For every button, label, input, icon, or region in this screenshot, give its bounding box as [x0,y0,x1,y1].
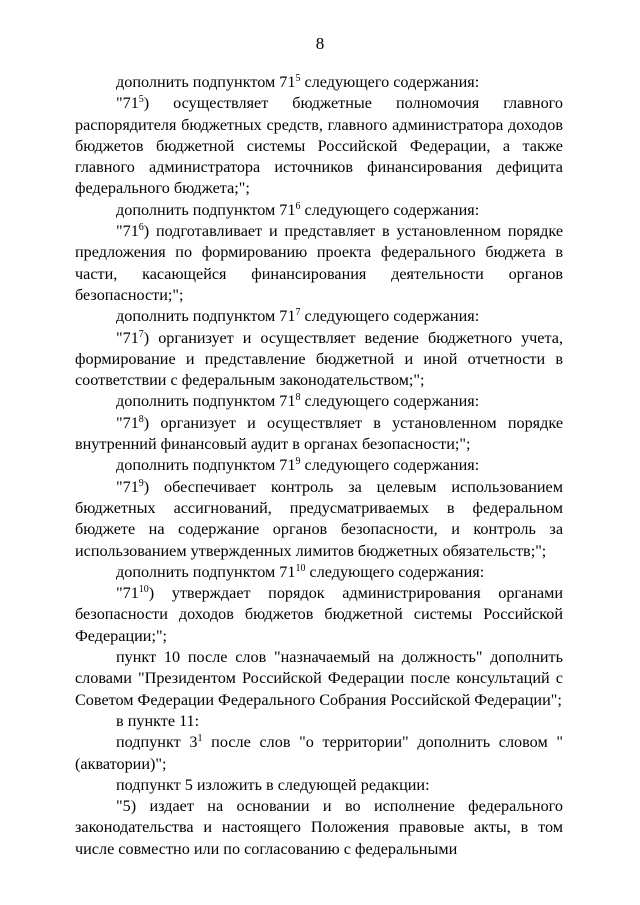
text: дополнить подпунктом 71 [116,456,296,475]
text: дополнить подпунктом 71 [116,307,296,326]
text: дополнить подпунктом 71 [116,200,296,219]
text: после слов "о территории" дополнить словом "(акватории)"; [75,733,563,773]
paragraph [75,455,563,476]
paragraph [75,647,563,711]
text: "71 [116,413,139,432]
text: следующего содержания: [300,392,480,411]
text: следующего содержания: [300,307,480,326]
superscript: 10 [295,562,306,574]
paragraph [75,796,563,860]
superscript: 1 [197,733,203,745]
text: ) осуществляет бюджетные полномочия главного распорядителя бюджетных средств, главного администратора доходов бюджетов бюджетной системы Российской Федерации, а также главного администратора источников финансирования дефицита федерального бюджета;"; [75,94,563,198]
paragraph [75,200,563,221]
paragraph [75,413,563,456]
text: ) утверждает порядок администрирования органами безопасности доходов бюджетов бюджетной системы Российской Федерации;"; [75,584,563,645]
text: ) обеспечивает контроль за целевым использованием бюджетных ассигнований, предусматриваемых в федеральном бюджете на содержание органов безопасности, и контроль за использованием утвержденных лимитов бюджетных обязательств;"; [75,477,563,560]
paragraph [75,328,563,392]
superscript: 8 [138,413,144,425]
text: подпункт 5 изложить в следующей редакции: [116,775,430,794]
superscript: 5 [138,94,144,106]
superscript: 10 [138,584,149,596]
paragraph [75,732,563,775]
text: ) организует и осуществляет ведение бюджетного учета, формирование и представление бюджетной и иной отчетности в соответствии с федеральным законодательством;"; [75,328,563,390]
text: ) подготавливает и представляет в установленном порядке предложения по формированию проекта федерального бюджета в части, касающейся финансирования деятельности органов безопасности;"; [75,222,563,304]
superscript: 7 [138,328,144,340]
text: "71 [116,477,139,496]
text: "71 [116,222,139,241]
superscript: 7 [295,307,301,319]
page-number: 8 [315,34,325,53]
text: в пункте 11: [116,711,200,730]
text: следующего содержания: [305,562,485,581]
text: пункт 10 после слов "назначаемый на должность" дополнить словами "Президентом Российской Федерации после консультаций с Советом Федерации Федерального Собрания Российской Федерации"; [75,648,563,709]
superscript: 9 [138,477,144,489]
paragraph [75,562,563,583]
document-body [75,72,563,860]
text: дополнить подпунктом 71 [116,392,296,411]
text: дополнить подпунктом 71 [116,73,296,91]
paragraph [75,306,563,327]
superscript: 6 [138,222,144,234]
paragraph [75,93,563,199]
paragraph [75,391,563,412]
text: подпункт 3 [116,733,198,752]
superscript: 9 [295,456,301,468]
text: "71 [116,584,139,603]
text: следующего содержания: [300,73,480,91]
paragraph [75,583,563,647]
text: "71 [116,328,139,347]
text: "71 [116,94,139,113]
paragraph [75,477,563,562]
paragraph [75,221,563,306]
text: "5) издает на основании и во исполнение федерального законодательства и настоящего Положения правовые акты, в том числе совместно или по согласованию с федеральными [75,797,563,858]
paragraph [75,72,563,93]
superscript: 6 [295,200,301,212]
text: дополнить подпунктом 71 [116,562,296,581]
paragraph [75,775,563,796]
text: следующего содержания: [300,200,480,219]
text: ) организует и осуществляет в установленном порядке внутренний финансовый аудит в органах безопасности;"; [75,413,563,454]
paragraph [75,711,563,732]
superscript: 5 [295,73,301,84]
superscript: 8 [295,392,301,404]
text: следующего содержания: [300,456,480,475]
